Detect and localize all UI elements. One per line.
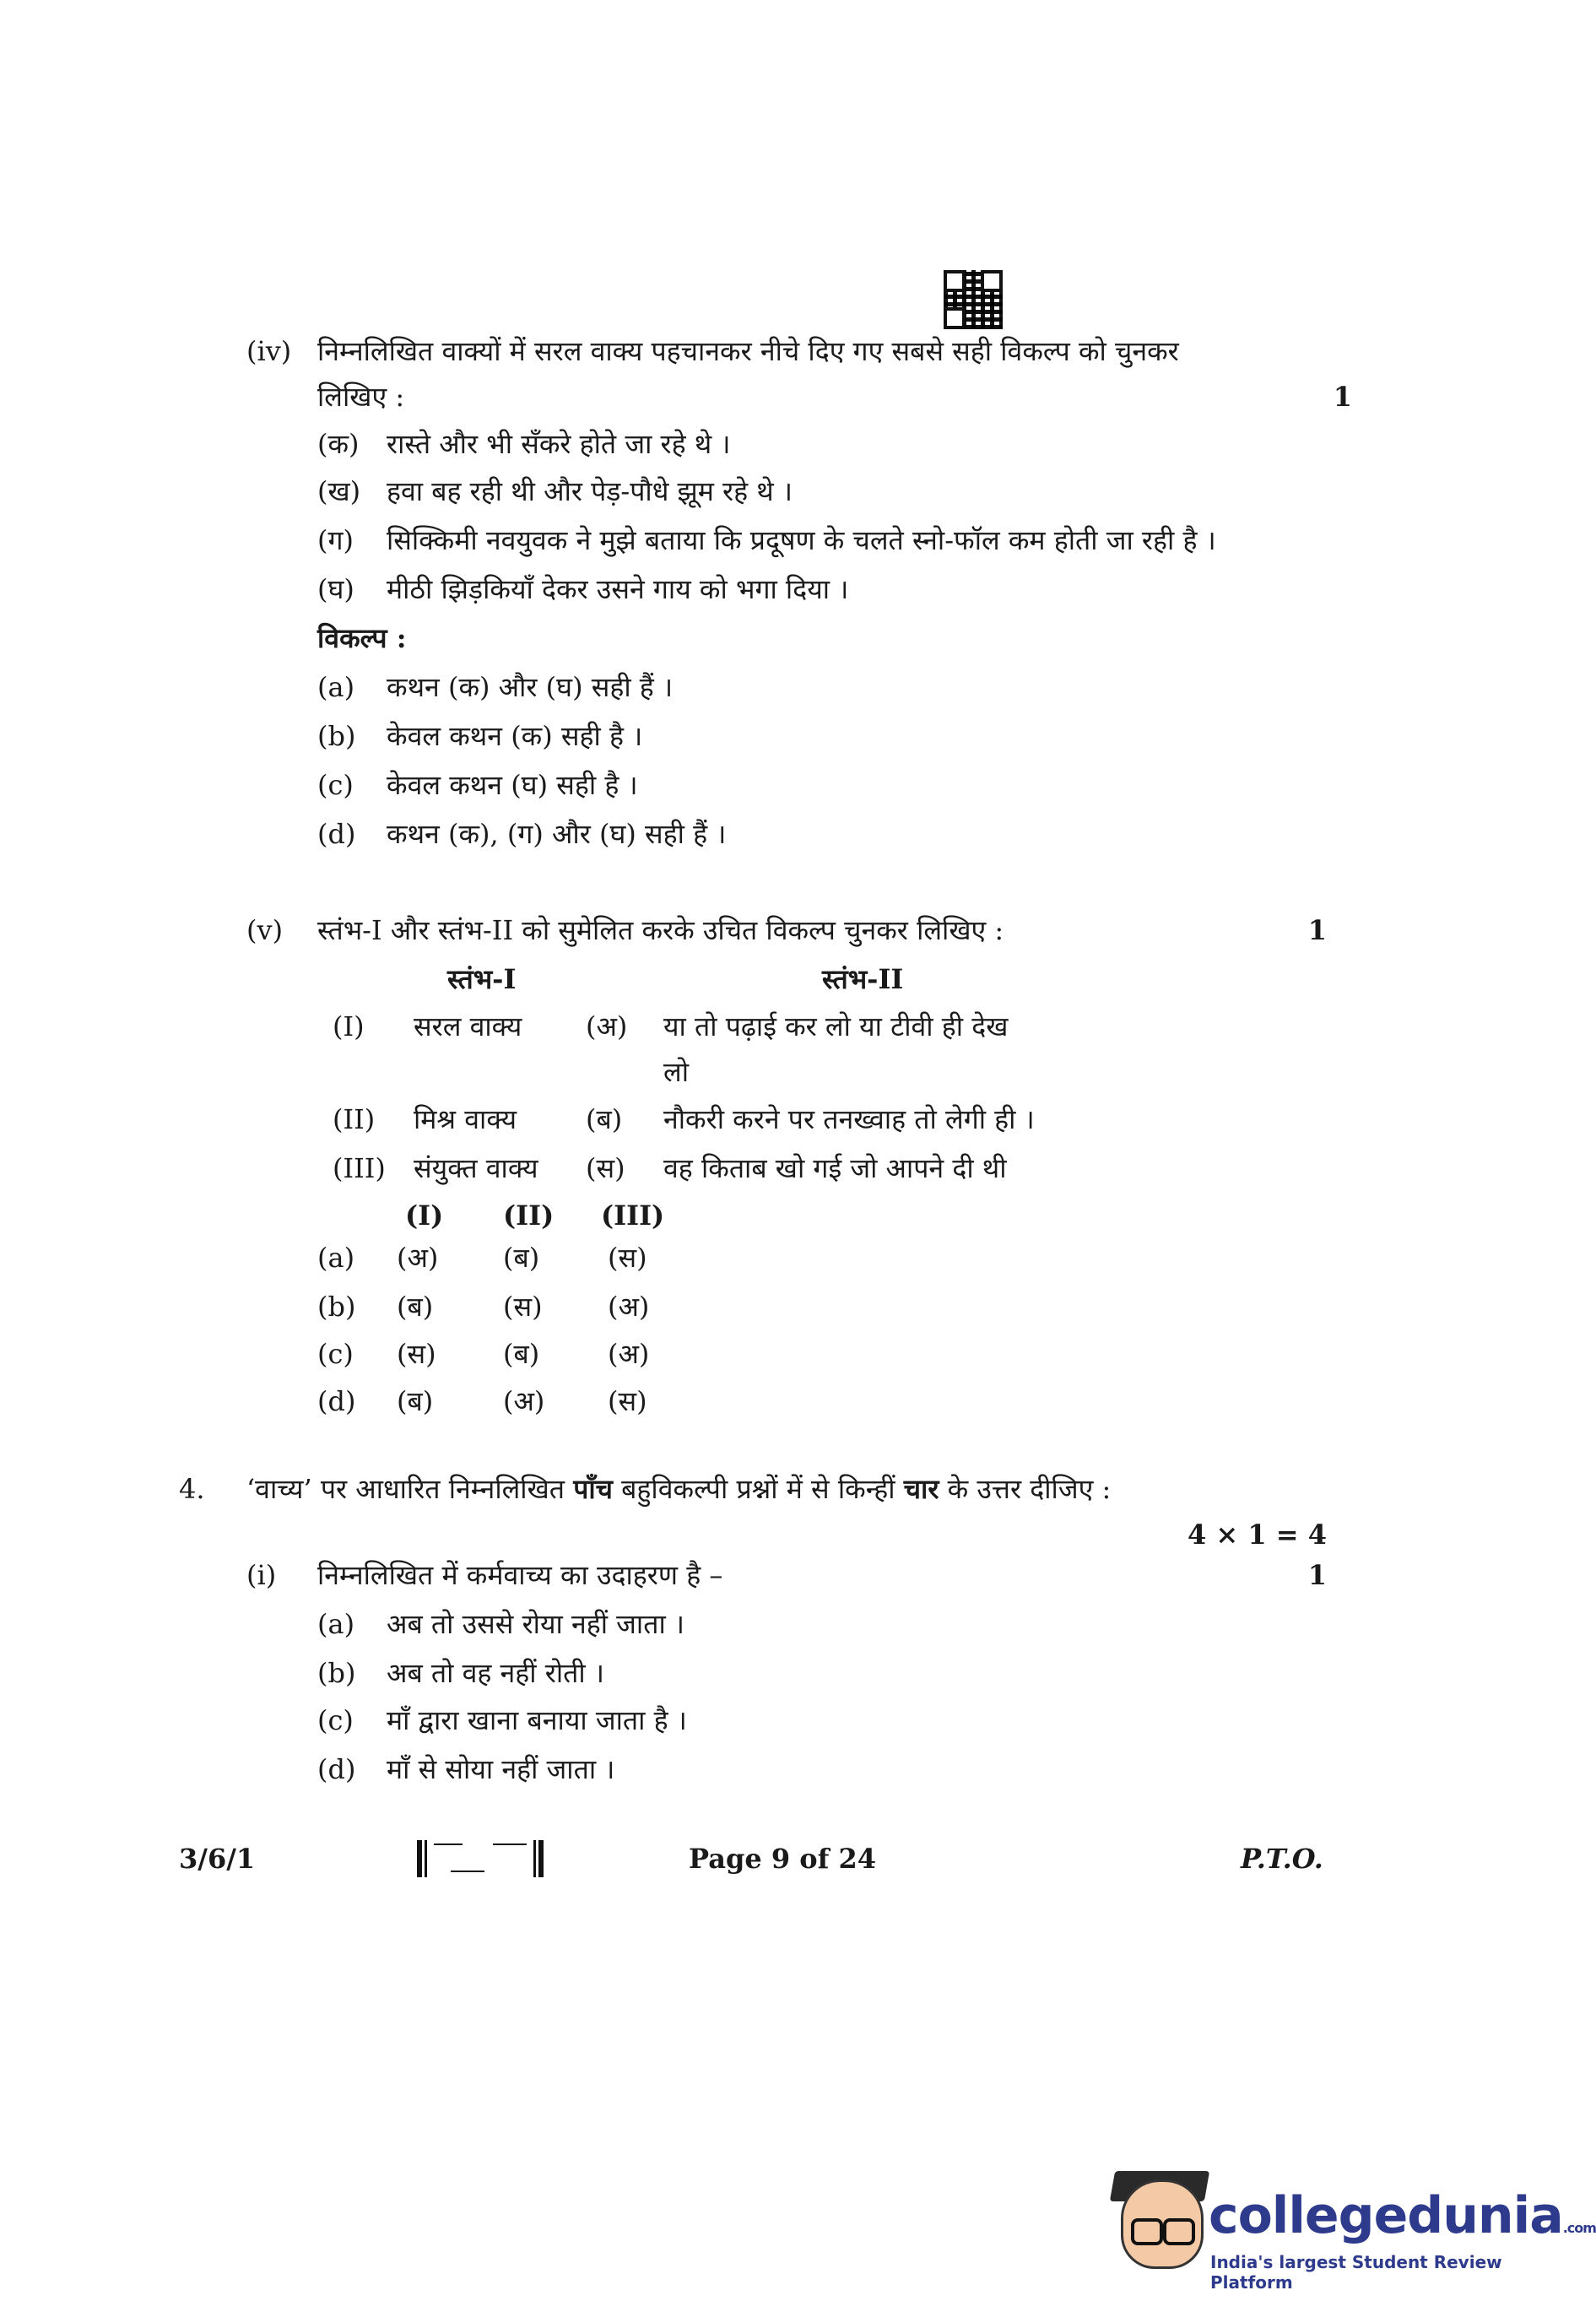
match-row-right: या तो पढ़ाई कर लो या टीवी ही देख bbox=[663, 1010, 1009, 1042]
statement-text: रास्ते और भी सँकरे होते जा रहे थे । bbox=[387, 428, 731, 460]
match-row-number: (I) bbox=[333, 1010, 365, 1042]
statement-label: (क) bbox=[317, 428, 360, 460]
match-row-key: (अ) bbox=[586, 1010, 628, 1042]
answer-value: (ब) bbox=[397, 1291, 434, 1323]
match-row-key: (स) bbox=[586, 1152, 625, 1184]
answer-option-label: (b) bbox=[317, 1291, 356, 1323]
brand-tagline: India's largest Student Review Platform bbox=[1210, 2252, 1502, 2293]
question-4-i-number: (i) bbox=[246, 1559, 277, 1591]
answer-value: (स) bbox=[608, 1385, 647, 1417]
answer-value: (अ) bbox=[608, 1338, 650, 1370]
option-label: (d) bbox=[317, 818, 356, 850]
question-iv-number: (iv) bbox=[246, 335, 292, 367]
match-row-right-cont: लो bbox=[663, 1056, 689, 1088]
question-v-marks: 1 bbox=[1307, 914, 1327, 946]
match-row-number: (III) bbox=[333, 1152, 386, 1184]
answer-value: (स) bbox=[503, 1291, 543, 1323]
answer-option-label: (d) bbox=[317, 1385, 356, 1417]
match-row-number: (II) bbox=[333, 1103, 376, 1135]
answer-value: (अ) bbox=[503, 1385, 545, 1417]
question-4-total-marks: 4 × 1 = 4 bbox=[1188, 1519, 1327, 1551]
glasses-icon bbox=[1163, 2218, 1195, 2245]
answer-header: (I) bbox=[405, 1199, 444, 1232]
options-heading: विकल्प : bbox=[317, 622, 407, 654]
option-label: (c) bbox=[317, 769, 354, 801]
question-4-number: 4. bbox=[179, 1473, 205, 1505]
statement-text: हवा बह रही थी और पेड़-पौधे झूम रहे थे । bbox=[387, 475, 793, 507]
statement-label: (घ) bbox=[317, 573, 354, 605]
question-iv-text: निम्नलिखित वाक्यों में सरल वाक्य पहचानकर नीचे दिए गए सबसे सही विकल्प को चुनकर bbox=[317, 335, 1179, 367]
option-label: (b) bbox=[317, 720, 356, 752]
option-label: (a) bbox=[317, 671, 355, 703]
option-text: कथन (क), (ग) और (घ) सही हैं । bbox=[387, 818, 727, 850]
answer-header: (II) bbox=[503, 1199, 555, 1232]
answer-value: (अ) bbox=[397, 1242, 439, 1274]
column-1-heading: स्तंभ-I bbox=[447, 963, 517, 995]
page-number: Page 9 of 24 bbox=[689, 1843, 876, 1875]
question-4-text: ‘वाच्य’ पर आधारित निम्नलिखित पाँच बहुविकल्पी प्रश्नों में से किन्हीं चार के उत्तर दीजिए : bbox=[246, 1473, 1112, 1505]
pto-label: P.T.O. bbox=[1241, 1843, 1323, 1875]
question-4-i-marks: 1 bbox=[1307, 1559, 1327, 1591]
question-iv-text-cont: लिखिए : bbox=[317, 381, 405, 413]
option-text: माँ से सोया नहीं जाता । bbox=[387, 1753, 615, 1785]
option-label: (b) bbox=[317, 1657, 356, 1689]
match-row-left: मिश्र वाक्य bbox=[414, 1103, 517, 1135]
question-iv-marks: 1 bbox=[1333, 381, 1352, 413]
match-row-left: सरल वाक्य bbox=[414, 1010, 522, 1042]
option-text: केवल कथन (क) सही है । bbox=[387, 720, 643, 752]
paper-code: 3/6/1 bbox=[179, 1843, 256, 1875]
option-text: माँ द्वारा खाना बनाया जाता है । bbox=[387, 1704, 687, 1736]
answer-header: (III) bbox=[601, 1199, 665, 1232]
answer-value: (अ) bbox=[608, 1291, 650, 1323]
answer-value: (ब) bbox=[503, 1338, 540, 1370]
question-v-text: स्तंभ-I और स्तंभ-II को सुमेलित करके उचित विकल्प चुनकर लिखिए : bbox=[317, 914, 1004, 946]
match-row-right: नौकरी करने पर तनख्वाह तो लेगी ही । bbox=[663, 1103, 1035, 1135]
match-row-right: वह किताब खो गई जो आपने दी थी bbox=[663, 1152, 1007, 1184]
answer-value: (स) bbox=[397, 1338, 436, 1370]
option-text: केवल कथन (घ) सही है । bbox=[387, 769, 638, 801]
answer-value: (ब) bbox=[503, 1242, 540, 1274]
option-text: अब तो वह नहीं रोती । bbox=[387, 1657, 604, 1689]
statement-text: मीठी झिड़कियाँ देकर उसने गाय को भगा दिया । bbox=[387, 573, 849, 605]
qr-code bbox=[944, 270, 1003, 329]
answer-value: (स) bbox=[608, 1242, 647, 1274]
question-v-number: (v) bbox=[246, 914, 284, 946]
column-2-heading: स्तंभ-II bbox=[822, 963, 904, 995]
answer-option-label: (c) bbox=[317, 1338, 354, 1370]
option-label: (a) bbox=[317, 1608, 355, 1640]
statement-text: सिक्किमी नवयुवक ने मुझे बताया कि प्रदूषण के चलते स्नो-फॉल कम होती जा रही है । bbox=[387, 524, 1216, 556]
match-row-left: संयुक्त वाक्य bbox=[414, 1152, 538, 1184]
question-4-i-text: निम्नलिखित में कर्मवाच्य का उदाहरण है – bbox=[317, 1559, 723, 1591]
statement-label: (ख) bbox=[317, 475, 361, 507]
brand-logo: collegedunia.com bbox=[1209, 2186, 1596, 2245]
statement-label: (ग) bbox=[317, 524, 354, 556]
option-text: अब तो उससे रोया नहीं जाता । bbox=[387, 1608, 685, 1640]
match-row-key: (ब) bbox=[586, 1103, 623, 1135]
barcode-icon bbox=[417, 1838, 545, 1879]
option-label: (d) bbox=[317, 1753, 356, 1785]
option-text: कथन (क) और (घ) सही हैं । bbox=[387, 671, 674, 703]
answer-value: (ब) bbox=[397, 1385, 434, 1417]
answer-option-label: (a) bbox=[317, 1242, 355, 1274]
option-label: (c) bbox=[317, 1704, 354, 1736]
glasses-icon bbox=[1131, 2218, 1163, 2245]
